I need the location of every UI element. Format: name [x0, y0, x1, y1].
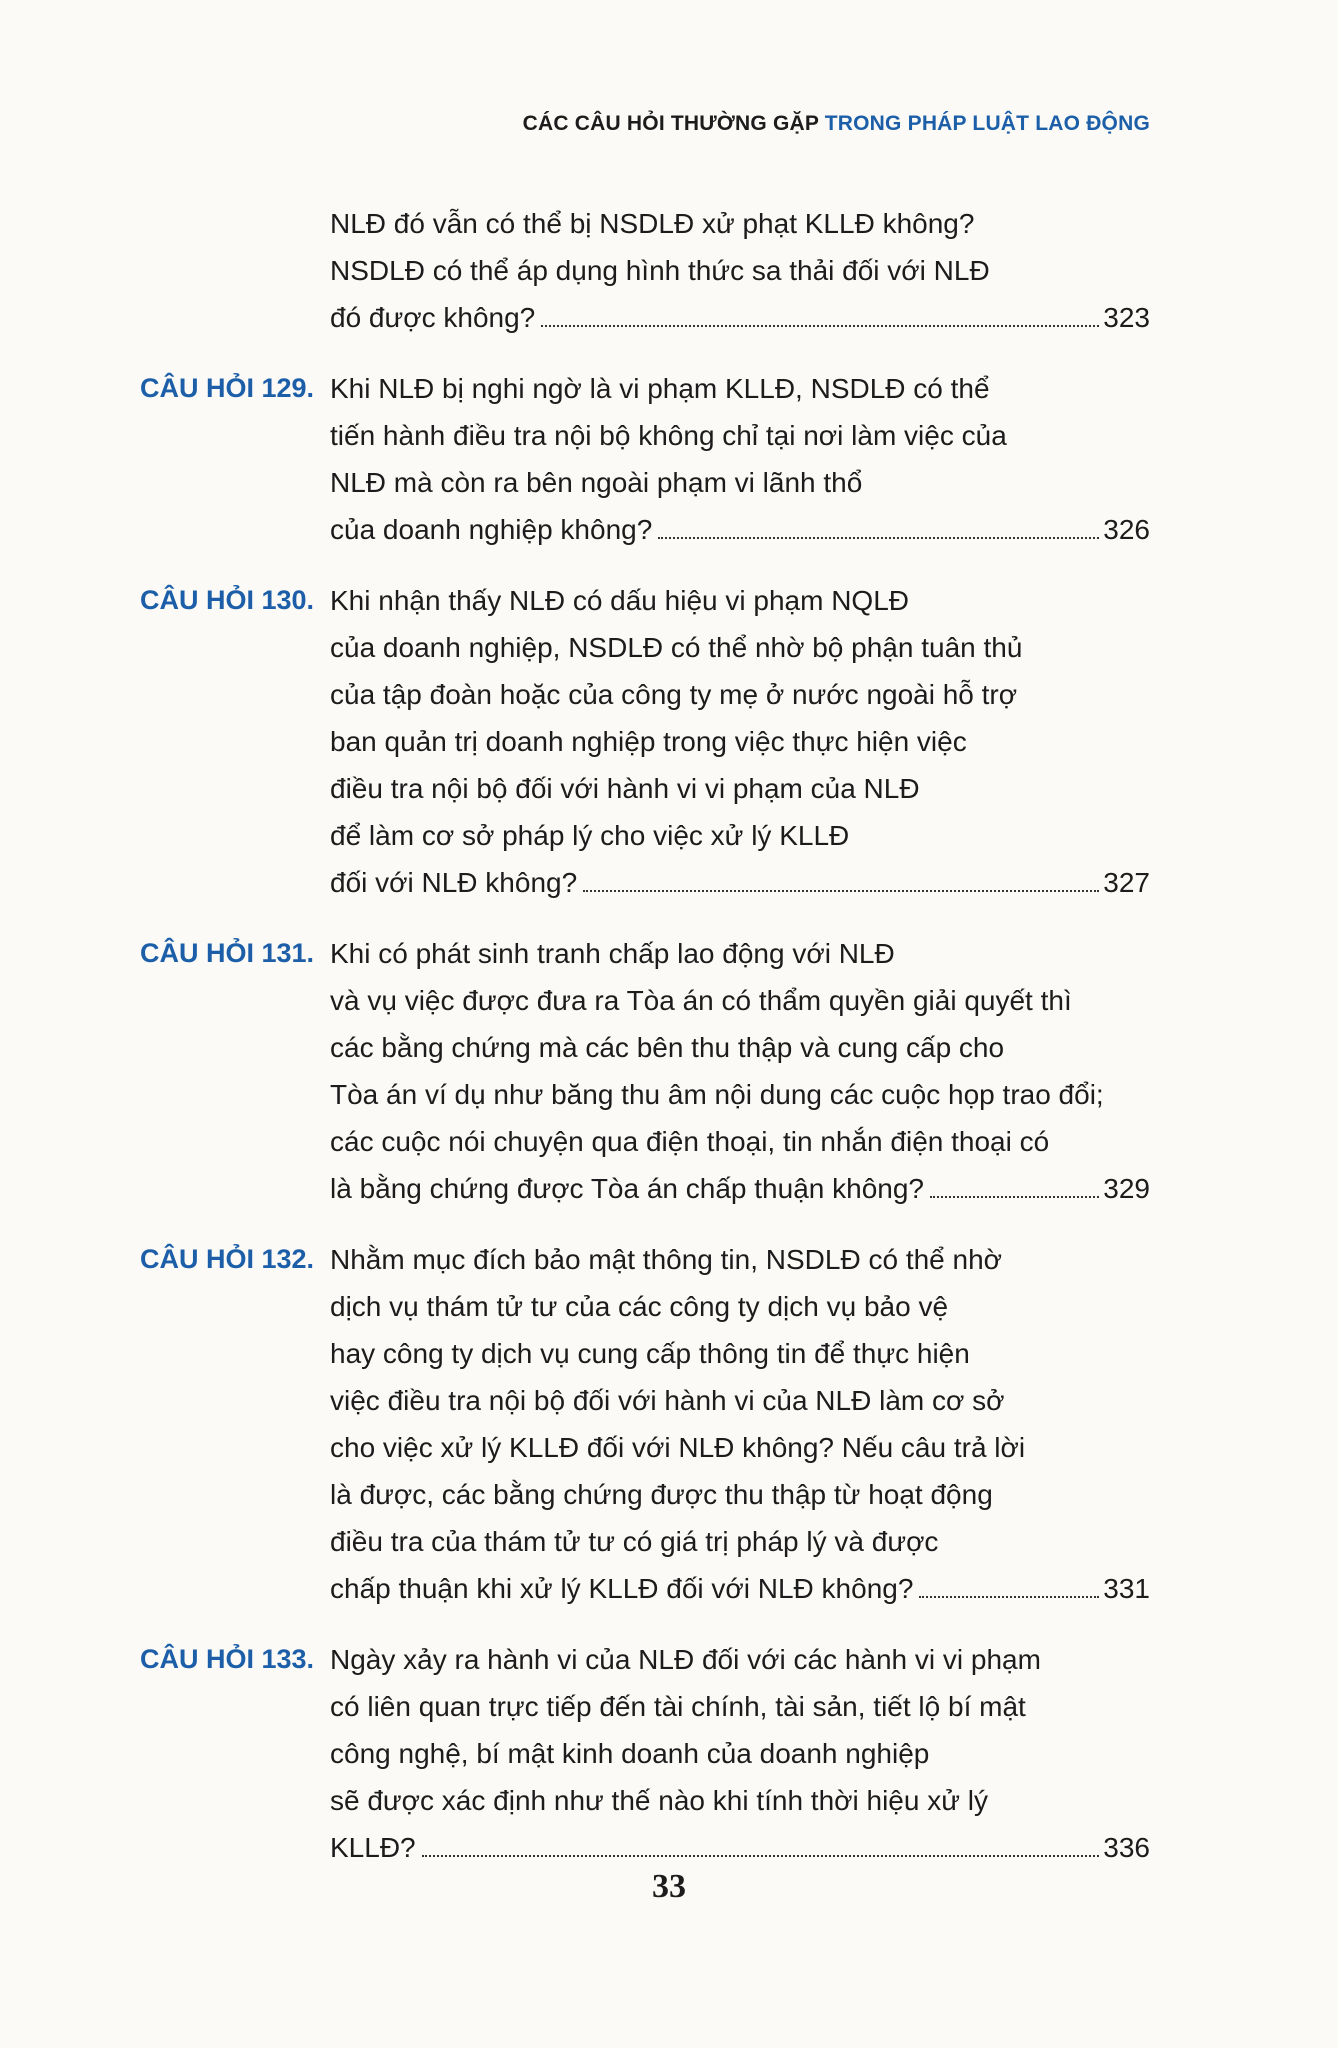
page-number: 33	[652, 1868, 686, 1905]
question-line: của doanh nghiệp, NSDLĐ có thể nhờ bộ phận tuân thủ	[330, 632, 1023, 663]
question-line: hay công ty dịch vụ cung cấp thông tin để thực hiện	[330, 1338, 970, 1369]
question-text	[330, 1236, 1150, 1612]
question-label: CÂU HỎI 133.	[140, 1644, 315, 1674]
question-line: của doanh nghiệp không?	[330, 514, 653, 545]
question-line: tiến hành điều tra nội bộ không chỉ tại nơi làm việc của	[330, 420, 1007, 451]
question-line: NSDLĐ có thể áp dụng hình thức sa thải đối với NLĐ	[330, 255, 990, 286]
question-last-line	[330, 506, 1150, 553]
header-title-part2: TRONG PHÁP LUẬT LAO ĐỘNG	[824, 112, 1150, 135]
dot-leader	[422, 1855, 1100, 1857]
question-line: cho việc xử lý KLLĐ đối với NLĐ không? Nếu câu trả lời	[330, 1432, 1026, 1463]
question-last-line	[330, 1165, 1150, 1212]
question-line: điều tra nội bộ đối với hành vi vi phạm của NLĐ	[330, 773, 920, 804]
question-line: dịch vụ thám tử tư của các công ty dịch vụ bảo vệ	[330, 1291, 949, 1322]
dot-leader	[930, 1196, 1099, 1198]
question-text	[330, 930, 1150, 1212]
question-line: Khi NLĐ bị nghi ngờ là vi phạm KLLĐ, NSDLĐ có thể	[330, 373, 990, 404]
question-line: NLĐ đó vẫn có thể bị NSDLĐ xử phạt KLLĐ không?	[330, 208, 975, 239]
question-label: CÂU HỎI 129.	[140, 373, 315, 403]
question-line: chấp thuận khi xử lý KLLĐ đối với NLĐ không?	[330, 1573, 914, 1604]
toc-entry	[140, 365, 1150, 553]
toc-page-number: 329	[1103, 1173, 1150, 1204]
question-line: của tập đoàn hoặc của công ty mẹ ở nước ngoài hỗ trợ	[330, 679, 1018, 710]
question-text	[330, 577, 1150, 906]
header-title-part1: CÁC CÂU HỎI THƯỜNG GẶP	[522, 112, 819, 135]
question-line: việc điều tra nội bộ đối với hành vi của NLĐ làm cơ sở	[330, 1385, 1005, 1416]
question-line: Tòa án ví dụ như băng thu âm nội dung các cuộc họp trao đổi;	[330, 1079, 1104, 1110]
question-line: và vụ việc được đưa ra Tòa án có thẩm quyền giải quyết thì	[330, 985, 1072, 1016]
question-line: đó được không?	[330, 302, 536, 333]
dot-leader	[583, 890, 1099, 892]
question-line: là bằng chứng được Tòa án chấp thuận không?	[330, 1173, 924, 1204]
question-label: CÂU HỎI 130.	[140, 585, 315, 615]
table-of-contents	[140, 200, 1150, 1895]
question-line: KLLĐ?	[330, 1832, 416, 1863]
dot-leader	[919, 1596, 1099, 1598]
question-line: Nhằm mục đích bảo mật thông tin, NSDLĐ có thể nhờ	[330, 1244, 1003, 1275]
question-line: các bằng chứng mà các bên thu thập và cung cấp cho	[330, 1032, 1005, 1063]
toc-page-number: 336	[1103, 1832, 1150, 1863]
question-last-line	[330, 294, 1150, 341]
question-line: NLĐ mà còn ra bên ngoài phạm vi lãnh thổ	[330, 467, 863, 498]
question-line: đối với NLĐ không?	[330, 867, 578, 898]
toc-entry	[140, 200, 1150, 341]
question-label: CÂU HỎI 131.	[140, 938, 315, 968]
toc-page-number: 331	[1103, 1573, 1150, 1604]
toc-entry	[140, 1236, 1150, 1612]
question-line: sẽ được xác định như thế nào khi tính thời hiệu xử lý	[330, 1785, 988, 1816]
dot-leader	[658, 537, 1099, 539]
question-line: ban quản trị doanh nghiệp trong việc thực hiện việc	[330, 726, 967, 757]
question-line: Khi nhận thấy NLĐ có dấu hiệu vi phạm NQLĐ	[330, 585, 909, 616]
toc-entry	[140, 577, 1150, 906]
question-text	[330, 200, 1150, 341]
question-line: là được, các bằng chứng được thu thập từ hoạt động	[330, 1479, 993, 1510]
toc-page-number: 323	[1103, 302, 1150, 333]
question-text	[330, 365, 1150, 553]
question-last-line	[330, 1824, 1150, 1871]
question-line: điều tra của thám tử tư có giá trị pháp lý và được	[330, 1526, 939, 1557]
question-line: để làm cơ sở pháp lý cho việc xử lý KLLĐ	[330, 820, 850, 851]
question-line: Khi có phát sinh tranh chấp lao động với NLĐ	[330, 938, 895, 969]
question-line: công nghệ, bí mật kinh doanh của doanh nghiệp	[330, 1738, 930, 1769]
question-label: CÂU HỎI 132.	[140, 1244, 315, 1274]
dot-leader	[541, 325, 1099, 327]
toc-entry	[140, 930, 1150, 1212]
question-last-line	[330, 1565, 1150, 1612]
question-text	[330, 1636, 1150, 1871]
question-line: các cuộc nói chuyện qua điện thoại, tin nhắn điện thoại có	[330, 1126, 1050, 1157]
question-last-line	[330, 859, 1150, 906]
running-header	[523, 112, 1150, 136]
question-line: có liên quan trực tiếp đến tài chính, tài sản, tiết lộ bí mật	[330, 1691, 1026, 1722]
toc-page-number: 326	[1103, 514, 1150, 545]
toc-page-number: 327	[1103, 867, 1150, 898]
question-line: Ngày xảy ra hành vi của NLĐ đối với các hành vi vi phạm	[330, 1644, 1041, 1675]
toc-entry	[140, 1636, 1150, 1871]
